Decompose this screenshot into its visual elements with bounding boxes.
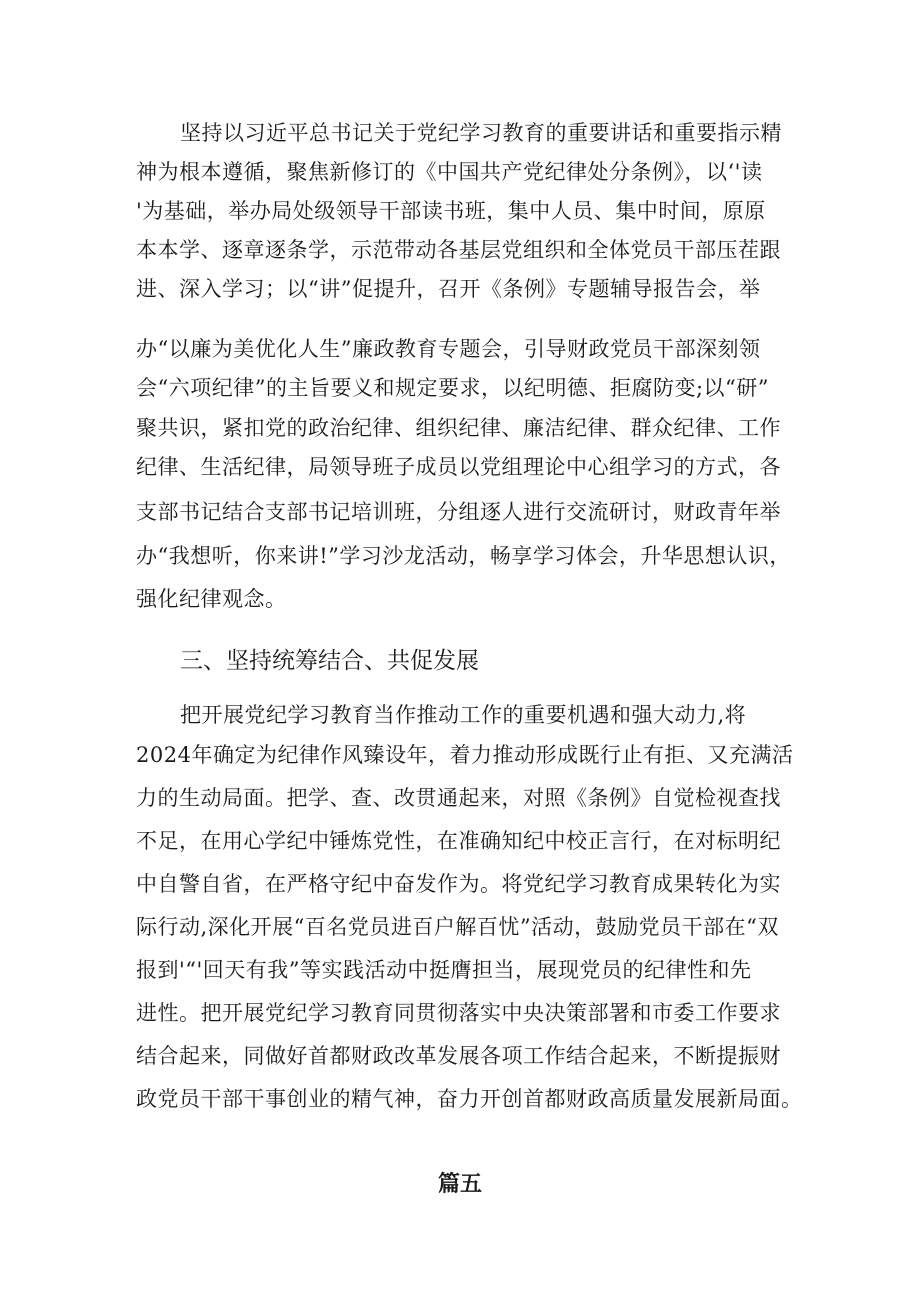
paragraph-line: 把开展党纪学习教育当作推动工作的重要机遇和强大动力,将 xyxy=(180,703,747,727)
paragraph-line: '为基础，举办局处级领导干部读书班，集中人员、集中时间，原原 xyxy=(136,199,766,223)
paragraph-line: 不足，在用心学纪中锤炼党性，在准确知纪中校正言行，在对标明纪 xyxy=(136,829,781,853)
section-heading: 三、坚持统筹结合、共促发展 xyxy=(180,648,479,674)
paragraph-line: 支部书记结合支部书记培训班，分组逐人进行交流研讨，财政青年举 xyxy=(136,500,781,524)
paragraph-line: 政党员干部干事创业的精气神，奋力开创首都财政高质量发展新局面。 xyxy=(136,1087,803,1111)
paragraph-line: 际行动,深化开展“百名党员进百户解百忧”活动，鼓励党员干部在“双 xyxy=(136,915,779,939)
paragraph-line: 办“我想听，你来讲!”学习沙龙活动，畅享学习体会，升华思想认识， xyxy=(136,544,791,568)
paragraph-line: 结合起来，同做好首都财政改革发展各项工作结合起来，不断提振财 xyxy=(136,1044,781,1068)
paragraph-line: 办“以廉为美优化人生”廉政教育专题会，引导财政党员干部深刻领 xyxy=(136,337,761,361)
part-title: 篇五 xyxy=(437,1171,482,1197)
paragraph-line: 本本学、逐章逐条学，示范带动各基层党组织和全体党员干部压茬跟 xyxy=(136,238,781,262)
paragraph-line: 会“六项纪律”的主旨要义和规定要求，以纪明德、拒腐防变;以“研” xyxy=(136,376,770,400)
paragraph-line: 报到'“'回天有我”等实践活动中挺膺担当，展现党员的纪律性和先 xyxy=(136,958,752,982)
paragraph-line: 进性。把开展党纪学习教育同贯彻落实中央决策部署和市委工作要求 xyxy=(136,1001,781,1025)
paragraph-line: 坚持以习近平总书记关于党纪学习教育的重要讲话和重要指示精 xyxy=(180,121,782,145)
paragraph-line: 神为根本遵循，聚焦新修订的《中国共产党纪律处分条例》，以‘'读 xyxy=(136,160,763,184)
paragraph-line: 力的生动局面。把学、查、改贯通起来，对照《条例》自觉检视查找 xyxy=(136,786,781,810)
paragraph-line: 进、深入学习；以“讲”促提升，召开《条例》专题辅导报告会，举 xyxy=(136,277,761,301)
paragraph-line: 中自警自省，在严格守纪中奋发作为。将党纪学习教育成果转化为实 xyxy=(136,872,781,896)
paragraph-line: 强化纪律观念。 xyxy=(136,587,287,611)
paragraph-line: 纪律、生活纪律，局领导班子成员以党组理论中心组学习的方式，各 xyxy=(136,455,781,479)
paragraph-line: 聚共识，紧扣党的政治纪律、组织纪律、廉洁纪律、群众纪律、工作 xyxy=(136,416,781,440)
paragraph-line: 2024年确定为纪律作风臻设年，着力推动形成既行止有拒、又充满活 xyxy=(136,743,794,767)
